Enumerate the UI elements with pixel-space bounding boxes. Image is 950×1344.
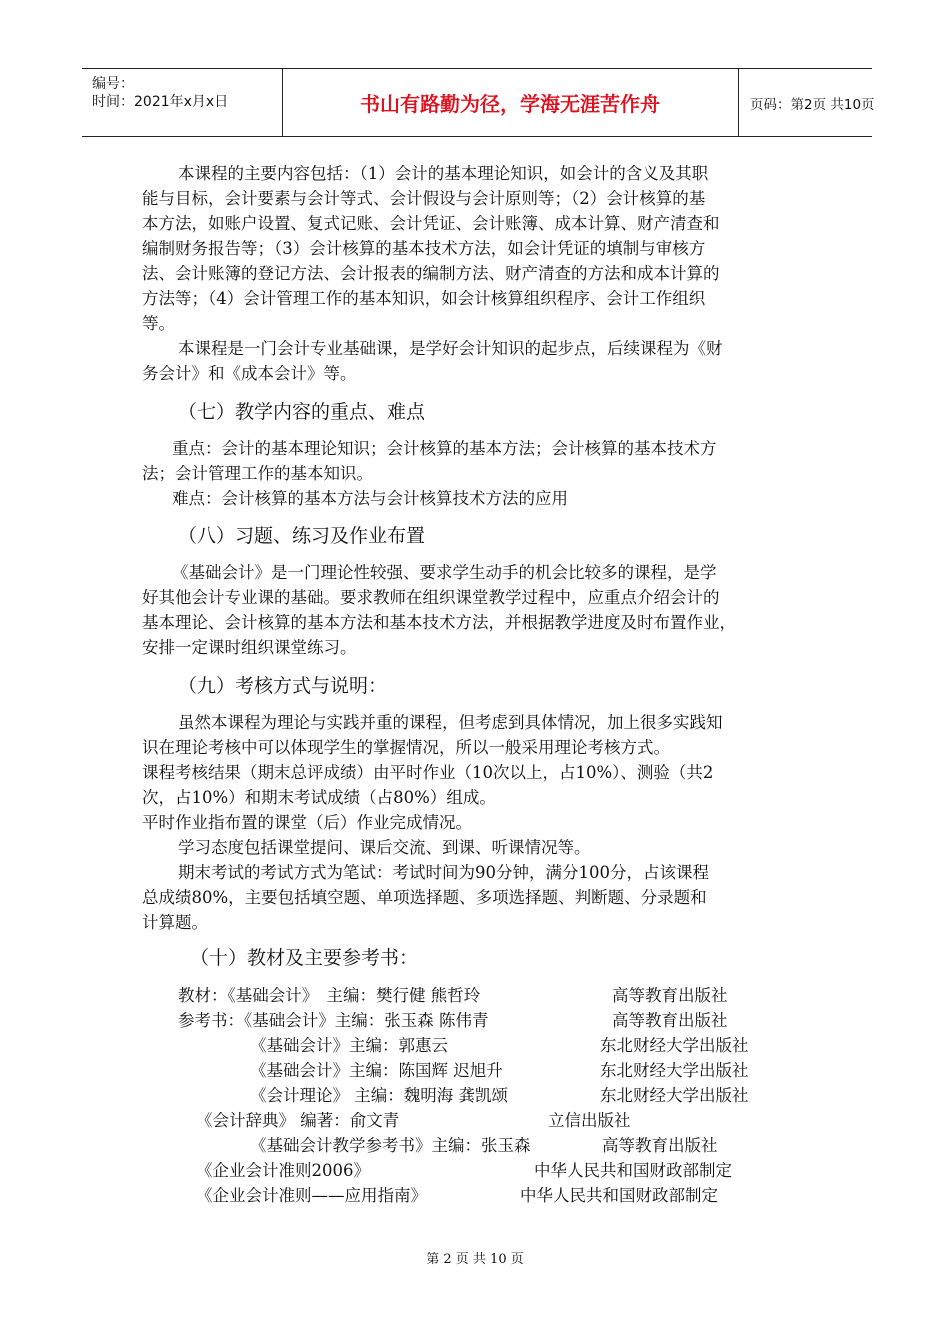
reference-publisher: 中华人民共和国财政部制定 — [534, 1161, 732, 1180]
section-heading: （十）教材及主要参考书： — [190, 947, 419, 969]
text-line: 期末考试的考试方式为笔试：考试时间为90分钟，满分100分，占该课程 — [178, 863, 709, 882]
reference-publisher: 高等教育出版社 — [602, 1136, 718, 1155]
reference-publisher: 中华人民共和国财政部制定 — [520, 1186, 718, 1205]
text-line: 编制财务报告等；（3）会计核算的基本技术方法，如会计凭证的填制与审核方 — [142, 239, 706, 258]
text-line: 次，占10%）和期末考试成绩（占80%）组成。 — [142, 788, 496, 807]
text-line: 学习态度包括课堂提问、课后交流、到课、听课情况等。 — [178, 838, 591, 857]
section-heading: （八）习题、练习及作业布置 — [178, 525, 426, 547]
page-footer: 第 2 页 共 10 页 — [426, 1252, 524, 1267]
text-line: 平时作业指布置的课堂（后）作业完成情况。 — [142, 813, 472, 832]
reference-title: 《基础会计》主编：郭惠云 — [250, 1036, 448, 1055]
reference-title: 《基础会计教学参考书》主编：张玉森 — [250, 1136, 531, 1155]
text-line: 课程考核结果（期末总评成绩）由平时作业（10次以上，占10%）、测验（共2 — [142, 763, 714, 782]
text-line: 本方法，如账户设置、复式记账、会计凭证、会计账簿、成本计算、财产清查和 — [142, 214, 720, 233]
text-line: 法、会计账簿的登记方法、会计报表的编制方法、财产清查的方法和成本计算的 — [142, 264, 720, 283]
reference-publisher: 高等教育出版社 — [612, 986, 728, 1005]
text-line: 计算题。 — [142, 913, 208, 932]
header-page-info: 页码：第2页 共10页 — [750, 96, 875, 113]
reference-title: 教材：《基础会计》 主编：樊行健 熊哲玲 — [178, 986, 481, 1005]
text-line: 总成绩80%，主要包括填空题、单项选择题、多项选择题、判断题、分录题和 — [142, 888, 707, 907]
reference-title: 《会计理论》 主编：魏明海 龚凯颂 — [250, 1086, 508, 1105]
text-line: 基本理论、会计核算的基本方法和基本技术方法，并根据教学进度及时布置作业， — [142, 613, 736, 632]
text-line: 本课程是一门会计专业基础课，是学好会计知识的起步点，后续课程为《财 — [178, 339, 723, 358]
text-line: 识在理论考核中可以体现学生的掌握情况，所以一般采用理论考核方式。 — [142, 738, 670, 757]
text-line: 务会计》和《成本会计》等。 — [142, 364, 357, 383]
reference-publisher: 立信出版社 — [548, 1111, 631, 1130]
document-time-label: 时间：2021年x月x日 — [92, 94, 229, 110]
text-line: 方法等；（4）会计管理工作的基本知识，如会计核算组织程序、会计工作组织 — [142, 289, 706, 308]
reference-title: 《企业会计准则2006》 — [196, 1161, 370, 1180]
text-line: 难点：会计核算的基本方法与会计核算技术方法的应用 — [172, 489, 568, 508]
reference-publisher: 东北财经大学出版社 — [600, 1086, 749, 1105]
text-line: 《基础会计》是一门理论性较强、要求学生动手的机会比较多的课程，是学 — [172, 563, 717, 582]
header-motto: 书山有路勤为径，学海无涯苦作舟 — [282, 69, 739, 136]
reference-title: 《会计辞典》 编著：俞文青 — [196, 1111, 400, 1130]
section-heading: （九）考核方式与说明： — [178, 675, 388, 697]
reference-title: 参考书：《基础会计》主编：张玉森 陈伟青 — [178, 1011, 489, 1030]
text-line: 好其他会计专业课的基础。要求教师在组织课堂教学过程中，应重点介绍会计的 — [142, 588, 720, 607]
text-line: 安排一定课时组织课堂练习。 — [142, 638, 357, 657]
section-heading: （七）教学内容的重点、难点 — [178, 401, 426, 423]
reference-title: 《基础会计》主编：陈国辉 迟旭升 — [250, 1061, 503, 1080]
reference-publisher: 高等教育出版社 — [612, 1011, 728, 1030]
reference-title: 《企业会计准则——应用指南》 — [196, 1186, 427, 1205]
text-line: 本课程的主要内容包括：（1）会计的基本理论知识，如会计的含义及其职 — [178, 164, 709, 183]
header-meta-cell — [82, 69, 283, 136]
text-line: 能与目标，会计要素与会计等式、会计假设与会计原则等；（2）会计核算的基 — [142, 189, 706, 208]
page-header — [82, 68, 875, 137]
text-line: 虽然本课程为理论与实践并重的课程，但考虑到具体情况，加上很多实践知 — [178, 713, 723, 732]
text-line: 重点：会计的基本理论知识；会计核算的基本方法；会计核算的基本技术方 — [172, 439, 717, 458]
text-line: 法；会计管理工作的基本知识。 — [142, 464, 373, 483]
reference-publisher: 东北财经大学出版社 — [600, 1061, 749, 1080]
text-line: 等。 — [142, 314, 175, 333]
document-number-label: 编号： — [92, 76, 134, 92]
reference-publisher: 东北财经大学出版社 — [600, 1036, 749, 1055]
